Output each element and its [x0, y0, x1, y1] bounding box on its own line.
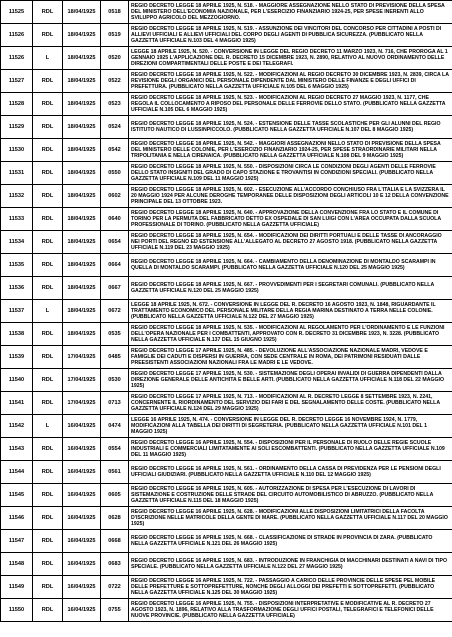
table-row	[1, 93, 452, 116]
act-type: RDL	[33, 1, 63, 24]
act-type: RDL	[33, 507, 63, 530]
table-row	[1, 599, 452, 622]
act-number: 0520	[101, 47, 129, 70]
record-number: 11529	[1, 116, 33, 139]
record-number: 11541	[1, 392, 33, 415]
act-date: 16/04/1925	[63, 461, 101, 484]
act-description-text: REGIO DECRETO LEGGE 18 APRILE 1925, N. 522. - MODIFICAZIONI AL REGIO DECRETO 30 DICEMBRE 1923, N. 2839, CIRCA LA REVISIONE DEGLI ORGANICI DEL PERSONALE DIPENDENTE DAL MINISTERO DELLE FINANZE E DEGLI UFFICI DI PREFETTURA. (PUBBLICATO NELLA GAZZETTA UFFICIALE N.105 DEL 6 MAGGIO 1925)	[131, 71, 449, 91]
act-number: 0640	[101, 208, 129, 231]
act-type: RDL	[33, 392, 63, 415]
act-date: 17/04/1925	[63, 346, 101, 369]
act-description	[129, 185, 452, 208]
act-number: 0654	[101, 231, 129, 254]
act-type: RDL	[33, 231, 63, 254]
act-description-text: REGIO DECRETO LEGGE 16 APRILE 1925, N. 683. - INTRODUZIONE IN FRANCHIGIA DI MACCHINARI DESTINATI A NAVI DI TIPO SPECIALE. (PUBBLICATO NELLA GAZZETTA UFFICIALE N.122 DEL 27 MAGGIO 1925)	[131, 557, 447, 570]
table-row	[1, 116, 452, 139]
act-type: L	[33, 415, 63, 438]
table-row	[1, 346, 452, 369]
act-date: 18/04/1925	[63, 254, 101, 277]
act-description-text: REGIO DECRETO LEGGE 18 APRILE 1925, N. 640. - APPROVAZIONE DELLA CONVENZIONE FRA LO STATO E IL COMUNE DI TORINO PER LA PERMUTA DEL FABBRICATO DETTO EX OSPEDALE DI SAN LUIGI CON L'AREA OCCUPATA DALLA SCUOLA PROFESSIONALE DI TORINO. (PUBBLICATO NELLA GAZZETTA UFFICIALE)	[131, 209, 441, 229]
act-description	[129, 369, 452, 392]
act-description	[129, 323, 452, 346]
act-date: 18/04/1925	[63, 24, 101, 47]
table-row	[1, 70, 452, 93]
record-number: 11526	[1, 47, 33, 70]
act-type: RDL	[33, 369, 63, 392]
act-number: 0550	[101, 162, 129, 185]
act-description-text: REGIO DECRETO LEGGE 18 APRILE 1925, N. 654. - MODIFICAZIONI DEI DIRITTI PORTUALI E DELLE TASSE DI ANCORAGGIO NEI PORTI DEL REGNO ED ESTENSIONE ALL'ALLEGATO AL DECRETO 27 AGOSTO 1918. (PUBBLICATO NELLA GAZZETTA UFFICIALE N.119 DEL 23 MAGGIO 1925)	[131, 232, 442, 252]
table-row	[1, 553, 452, 576]
act-date: 16/04/1925	[63, 576, 101, 599]
record-number: 11548	[1, 553, 33, 576]
record-number: 11527	[1, 70, 33, 93]
act-date: 16/04/1925	[63, 415, 101, 438]
table-row	[1, 1, 452, 24]
act-type: RDL	[33, 553, 63, 576]
act-type: RDL	[33, 484, 63, 507]
act-type: RDL	[33, 323, 63, 346]
act-description	[129, 484, 452, 507]
act-description	[129, 47, 452, 70]
record-number: 11530	[1, 139, 33, 162]
table-row	[1, 277, 452, 300]
act-type: RDL	[33, 185, 63, 208]
table-row	[1, 323, 452, 346]
act-number: 0542	[101, 139, 129, 162]
act-description-text: REGIO DECRETO LEGGE 16 APRILE 1925, N. 722. - PASSAGGIO A CARICO DELLE PROVINCIE DELLE SPESE PEL MOBILE DELLE PREFETTURE E SOTTOPREFETTURE, NONCHE DEGLI ALLOGGI DEI PREFETTI E SOTTOPREFETTI. (PUBBLICATO NELLA GAZZETTA UFFICIALE N.125 DEL 30 MAGGIO 1925)	[131, 577, 436, 597]
record-number: 11531	[1, 162, 33, 185]
act-date: 18/04/1925	[63, 323, 101, 346]
act-description	[129, 162, 452, 185]
record-number: 11543	[1, 438, 33, 461]
table-row	[1, 369, 452, 392]
act-type: RDL	[33, 461, 63, 484]
act-description-text: REGIO DECRETO LEGGE 18 APRILE 1925, N. 518. - MAGGIORE ASSEGNAZIONE NELLO STATO DI PREVISIONE DELLA SPESA DEL MINISTERO DELL'ECONOMIA NAZIONALE, PER L'ESERCIZIO FINANZIARIO 1924-25, PER SPESE INERENTI ALLO SVILUPPO AGRICOLO DEL MEZZOGIORNO.	[131, 2, 445, 22]
act-description	[129, 254, 452, 277]
act-number: 0519	[101, 24, 129, 47]
act-number: 0518	[101, 1, 129, 24]
act-description	[129, 208, 452, 231]
act-number: 0605	[101, 484, 129, 507]
act-number: 0722	[101, 576, 129, 599]
table-row	[1, 300, 452, 323]
record-number: 11538	[1, 323, 33, 346]
act-type: RDL	[33, 93, 63, 116]
record-number: 11526	[1, 24, 33, 47]
record-number: 11525	[1, 1, 33, 24]
act-date: 17/04/1925	[63, 369, 101, 392]
act-number: 0667	[101, 277, 129, 300]
act-number: 0522	[101, 70, 129, 93]
act-number: 0755	[101, 599, 129, 622]
act-description	[129, 139, 452, 162]
act-description	[129, 461, 452, 484]
act-description-text: LEGGE 18 APRILE 1925, N. 520. - CONVERSIONE IN LEGGE DEL REGIO DECRETO 11 MARZO 1923, N. 716, CHE PROROGA AL 1 GENNAIO 1925 L'APPLICAZIONE DEL R. DECRETO 15 DICEMBRE 1923, N. 2890, RELATIVO AL NUOVO ORDINAMENTO DELLE DIREZIONI COMPARTIMENTALI DELLE POSTE E DEI TELEGRAFI.	[131, 48, 448, 68]
act-number: 0664	[101, 254, 129, 277]
act-description-text: REGIO DECRETO LEGGE 16 APRILE 1925, N. 561. - ORDINAMENTO DELLA CASSA DI PREVIDENZA PER LE PENSIONI DEGLI UFFICIALI GIUDIZIARI. (PUBBLICATO NELLA GAZZETTA UFFICIALE N.110 DEL 12 MAGGIO 1925)	[131, 465, 441, 478]
table-row	[1, 415, 452, 438]
record-number: 11550	[1, 599, 33, 622]
record-number: 11549	[1, 576, 33, 599]
act-description-text: REGIO DECRETO LEGGE 18 APRILE 1925, N. 550. - DISPOSIZIONI CIRCA LE CONDIZIONI DEGLI AGENTI DELLE FERROVIE DELLO STATO INSIGNITI DEL GRADO DI CAPO STAZIONE E TROVANTISI IN CONDIZIONI SPECIALI. (PUBBLICATO NELLA GAZZETTA UFFICIALE N.109 DEL 11 MAGGIO 1925)	[131, 163, 436, 183]
act-type: RDL	[33, 208, 63, 231]
act-description-text: REGIO DECRETO LEGGE 16 APRILE 1925, N. 668. - CLASSIFICAZIONE DI STRADE IN PROVINCIA DI ZARA. (PUBBLICATO NELLA GAZZETTA UFFICIALE N.121 DEL 26 MAGGIO 1925)	[131, 534, 433, 547]
act-description	[129, 70, 452, 93]
table-row	[1, 24, 452, 47]
act-number: 0602	[101, 185, 129, 208]
act-date: 17/04/1925	[63, 392, 101, 415]
act-date: 18/04/1925	[63, 116, 101, 139]
table-row	[1, 47, 452, 70]
act-type: RDL	[33, 24, 63, 47]
table-row	[1, 507, 452, 530]
act-type: L	[33, 47, 63, 70]
act-description-text: REGIO DECRETO LEGGE 16 APRILE 1925, N. 554. - DISPOSIZIONI PER IL PERSONALE DI RUOLO DELLE REGIE SCUOLE INDUSTRIALI E COMMERCIALI LIMITATAMENTE AI SOLI ESCOMBATTENTI. (PUBBLICATO NELLA GAZZETTA UFFICIALE N.109 DEL 11 MAGGIO 1925)	[131, 439, 445, 459]
act-date: 18/04/1925	[63, 1, 101, 24]
act-date: 18/04/1925	[63, 300, 101, 323]
act-date: 18/04/1925	[63, 47, 101, 70]
act-type: RDL	[33, 576, 63, 599]
act-number: 0485	[101, 346, 129, 369]
act-description-text: REGIO DECRETO LEGGE 18 APRILE 1925, N. 523. - MODIFICAZIONI AL REGIO DECRETO 27 MAGGIO 1923, N. 1177, CHE REGOLA IL COLLOCAMENTO A RIPOSO DEL PERSONALE DELLE FERROVIE DELLO STATO. (PUBBLICATO NELLA GAZZETTA UFFICIALE N.105 DEL 6 MAGGIO 1925)	[131, 94, 446, 114]
act-description-text: REGIO DECRETO LEGGE 18 APRILE 1925, N. 602. - ESECUZIONE ALL'ACCORDO CONCHIUSO FRA L'ITALIA E LA SVIZZERA IL 20 MAGGIO 1924 PER ALCUNE DEROGHE TEMPORANEE DELLE DISPOSIZIONI DEGLI ARTICOLI 10 E 12 DELLA CONVENZIONE PRINCIPALE DEL 13 OTTOBRE 1923.	[131, 186, 449, 206]
act-description	[129, 553, 452, 576]
act-description-text: REGIO DECRETO LEGGE 18 APRILE 1925, N. 667. - PROVVEDIMENTI PER I SEGRETARI COMUNALI. (PUBBLICATO NELLA GAZZETTA UFFICIALE N.120 DEL 25 MAGGIO 1925)	[131, 281, 435, 294]
act-number: 0523	[101, 93, 129, 116]
act-type: RDL	[33, 277, 63, 300]
act-date: 16/04/1925	[63, 530, 101, 553]
act-description	[129, 346, 452, 369]
act-description-text: REGIO DECRETO LEGGE 17 APRILE 1925, N. 530. - SISTEMAZIONE DEGLI OPERAI INVALIDI DI GUERRA DIPENDENTI DALLA DIREZIONE GENERALE DELLE ANTICHITA E BELLE ARTI. (PUBBLICATO NELLA GAZZETTA UFFICIALE N.118 DEL 22 MAGGIO 1925)	[131, 370, 444, 390]
table-row	[1, 139, 452, 162]
act-description	[129, 1, 452, 24]
act-number: 0628	[101, 507, 129, 530]
act-description-text: REGIO DECRETO LEGGE 16 APRILE 1925, N. 605. - AUTORIZZAZIONE DI SPESA PER L'ESECUZIONE DI LAVORI DI SISTEMAZIONE E COSTRUZIONE DELLE STRADE DEL CIRCUITO AUTOMOBILISTICO DI ABRUZZO. (PUBBLICATO NELLA GAZZETTA UFFICIALE N.115 DEL 18 MAGGIO 1925)	[131, 485, 434, 505]
record-number: 11533	[1, 208, 33, 231]
act-date: 16/04/1925	[63, 553, 101, 576]
act-description	[129, 599, 452, 622]
act-number: 0713	[101, 392, 129, 415]
act-description	[129, 576, 452, 599]
act-date: 18/04/1925	[63, 231, 101, 254]
act-description-text: LEGGE 16 APRILE 1925, N. 474. - CONVERSIONE IN LEGGE DEL R. DECRETO LEGGE 16 NOVEMBRE 1924, N. 1779, MODIFICAZIONI ALLA TABELLA DEI DIRITTI DI SEGRETERIA. (PUBBLICATO NELLA GAZZETTA UFFICIALE N.101 DEL 1 MAGGIO 1925)	[131, 416, 427, 436]
act-description	[129, 438, 452, 461]
act-type: RDL	[33, 116, 63, 139]
act-description-text: REGIO DECRETO LEGGE 18 APRILE 1925, N. 542. - MAGGIORI ASSEGNAZIONI NELLO STATO DI PREVISIONE DELLA SPESA DEL MINISTERO DELLE COLONIE, PER L'ESERCIZIO FINANZIARIO 1924-25, PER SPESE STRAORDINARIE MILITARI NELLA TRIPOLITANIA E NELLA CIRENAICA. (PUBBLICATO NELLA GAZZETTA UFFICIALE N.108 DEL 9 MAGGIO 1925)	[131, 140, 441, 160]
act-description	[129, 93, 452, 116]
record-number: 11544	[1, 461, 33, 484]
table-row	[1, 162, 452, 185]
record-number: 11540	[1, 369, 33, 392]
act-date: 18/04/1925	[63, 93, 101, 116]
act-type: RDL	[33, 254, 63, 277]
record-number: 11528	[1, 93, 33, 116]
act-number: 0668	[101, 530, 129, 553]
decree-table-body	[1, 1, 452, 622]
act-number: 0554	[101, 438, 129, 461]
act-number: 0535	[101, 323, 129, 346]
act-type: RDL	[33, 139, 63, 162]
act-date: 16/04/1925	[63, 438, 101, 461]
act-date: 18/04/1925	[63, 208, 101, 231]
act-description-text: REGIO DECRETO LEGGE 16 APRILE 1925, N. 628. - MODIFICAZIONI ALLE DISPOSIZIONI LIMITATRICI DELLA FACOLTA D'ISCRIZIONE NELLE MATRICOLE DELLA GENTE DI MARE. (PUBBLICATO NELLA GAZZETTA UFFICIALE N.117 DEL 20 MAGGIO 1925)	[131, 508, 448, 528]
table-row	[1, 254, 452, 277]
act-description-text: REGIO DECRETO LEGGE 18 APRILE 1925, N. 535. - MODIFICAZIONI AL REGOLAMENTO PER L'ORDINAMENTO E LE FUNZIONI DELL'OPERA NAZIONALE PER I COMBATTENTI, APPROVATO CON R. DECRETO 31 DICEMBRE 1923, N. 3228. (PUBBLICATO NELLA GAZZETTA UFFICIALE N.137 DEL 15 GIUGNO 1925)	[131, 324, 445, 344]
act-description	[129, 24, 452, 47]
act-date: 16/04/1925	[63, 507, 101, 530]
act-type: L	[33, 300, 63, 323]
act-type: RDL	[33, 162, 63, 185]
record-number: 11537	[1, 300, 33, 323]
act-number: 0672	[101, 300, 129, 323]
record-number: 11545	[1, 484, 33, 507]
act-date: 16/04/1925	[63, 484, 101, 507]
act-date: 18/04/1925	[63, 70, 101, 93]
act-date: 18/04/1925	[63, 185, 101, 208]
act-description	[129, 530, 452, 553]
act-description	[129, 415, 452, 438]
record-number: 11534	[1, 231, 33, 254]
act-number: 0530	[101, 369, 129, 392]
act-type: RDL	[33, 530, 63, 553]
table-row	[1, 576, 452, 599]
act-description-text: REGIO DECRETO LEGGE 18 APRILE 1925, N. 664. - CAMBIAMENTO DELLA DENOMINAZIONE DI MONTALDO SCARAMPI IN QUELLA DI MONTALDO SCARAMPI. (PUBBLICATO NELLA GAZZETTA UFFICIALE N.120 DEL 25 MAGGIO 1925)	[131, 258, 436, 271]
act-number: 0561	[101, 461, 129, 484]
act-type: RDL	[33, 438, 63, 461]
table-row	[1, 185, 452, 208]
act-number: 0683	[101, 553, 129, 576]
table-row	[1, 392, 452, 415]
act-description	[129, 300, 452, 323]
act-date: 16/04/1925	[63, 599, 101, 622]
act-description-text: REGIO DECRETO LEGGE 17 APRILE 1925, N. 485. - DEVOLUZIONE ALL'ASSOCIAZIONE NAZIONALE MADRI, VEDOVE E FAMIGLIE DEI CADUTI E DISPERSI IN GUERRA, CON SEDE CENTRALE IN ROMA, DEI PATRIMONI RESIDUATI DALLE PREESISTENTI ASSOCIAZIONI NAZIONALI FRA LE MADRI E LE VEDOVE.	[131, 347, 428, 367]
record-number: 11536	[1, 277, 33, 300]
act-description-text: REGIO DECRETO LEGGE 18 APRILE 1925, N. 519. - ASSUNZIONE DEI VINCITORI DEL CONCORSO PER CITTADINI A POSTI DI ALLIEVI UFFICIALI E ALLIEVI UFFICIALI DEL CORPO DEGLI AGENTI DI PUBBLICA SICUREZZA. (PUBBLICATO NELLA GAZZETTA UFFICIALE N.103 DEL 4 MAGGIO 1925)	[131, 25, 442, 45]
table-row	[1, 208, 452, 231]
act-description	[129, 277, 452, 300]
record-number: 11542	[1, 415, 33, 438]
act-number: 0524	[101, 116, 129, 139]
table-row	[1, 530, 452, 553]
act-description	[129, 507, 452, 530]
table-row	[1, 461, 452, 484]
act-type: RDL	[33, 599, 63, 622]
record-number: 11532	[1, 185, 33, 208]
act-description-text: REGIO DECRETO LEGGE 17 APRILE 1925, N. 713. - MODIFICAZIONI AL R. DECRETO LEGGE 8 SETTEMBRE 1923, N. 2241, CONCERNENTE IL RIORDINAMENTO DEL SERVIZIO DEI FARI E DEL SEGNALAMENTO DELLE COSTE. (PUBBLICATO NELLA GAZZETTA UFFICIALE N.124 DEL 29 MAGGIO 1925)	[131, 393, 440, 413]
table-row	[1, 484, 452, 507]
act-number: 0474	[101, 415, 129, 438]
act-date: 18/04/1925	[63, 162, 101, 185]
act-description-text: REGIO DECRETO LEGGE 18 APRILE 1925, N. 524. - ESTENSIONE DELLE TASSE SCOLASTICHE PER GLI ALUNNI DEL REGIO ISTITUTO NAUTICO DI LUSSINPICCOLO. (PUBBLICATO NELLA GAZZETTA UFFICIALE N.107 DEL 8 MAGGIO 1925)	[131, 120, 441, 133]
table-row	[1, 231, 452, 254]
record-number: 11535	[1, 254, 33, 277]
act-date: 18/04/1925	[63, 139, 101, 162]
record-number: 11539	[1, 346, 33, 369]
table-row	[1, 438, 452, 461]
act-description	[129, 116, 452, 139]
act-description-text: LEGGE 18 APRILE 1925, N. 672. - CONVERSIONE IN LEGGE DEL R. DECRETO 16 AGOSTO 1923, N. 1848, RIGUARDANTE IL TRATTAMENTO ECONOMICO DEL PERSONALE MILITARE DELLA REGIA MARINA DESTINATO A TERRA NELLE COLONIE. (PUBBLICATO NELLA GAZZETTA UFFICIALE N.122 DEL 27 MAGGIO 1925)	[131, 301, 436, 321]
act-description	[129, 392, 452, 415]
record-number: 11547	[1, 530, 33, 553]
act-description	[129, 231, 452, 254]
record-number: 11546	[1, 507, 33, 530]
act-type: RDL	[33, 346, 63, 369]
act-date: 18/04/1925	[63, 277, 101, 300]
act-type: RDL	[33, 70, 63, 93]
act-description-text: REGIO DECRETO LEGGE 16 APRILE 1925, N. 755. - DISPOSIZIONI INTERPRETATIVE E MODIFICATIVE AL R. DECRETO 27 AGOSTO 1923, N. 1896, RELATIVO ALLA TRASFORMAZIONE DEGLI UFFICI POSTALI, TELEGRAFICI E TELEFONICI DELLE NUOVE PROVINCIE. (PUBBLICATO NELLA GAZZETTA UFFICIALE)	[131, 600, 434, 620]
